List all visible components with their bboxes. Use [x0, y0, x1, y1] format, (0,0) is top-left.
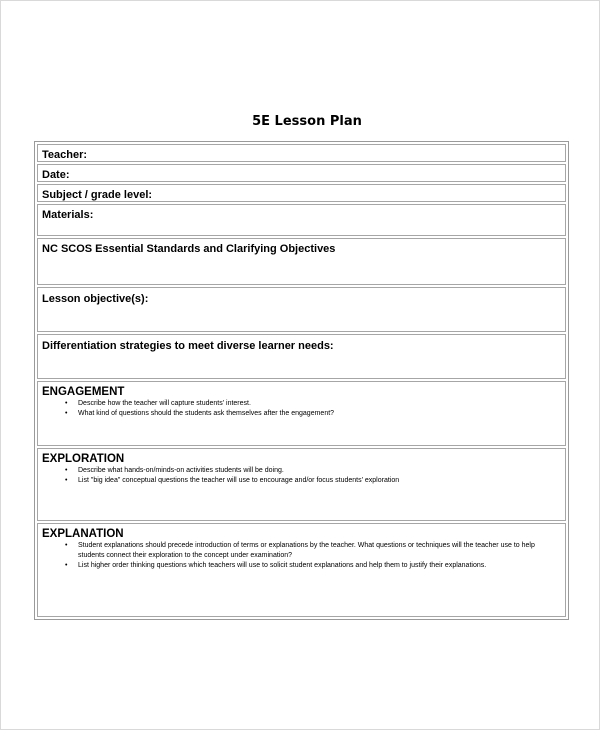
bullet-text: List "big idea" conceptual questions the teacher will use to encourage and/or focus students' exploration: [78, 477, 400, 484]
explanation-section[interactable]: [37, 523, 566, 617]
exploration-bullets: [42, 466, 560, 486]
list-item: [42, 466, 560, 476]
bullet-icon: •: [65, 400, 68, 407]
explanation-title: EXPLANATION: [42, 528, 124, 540]
bullet-text: Student explanations should precede introduction of terms or explanations by the teacher. What questions or techniques will the teacher use to help students connect their exploration to the concept under examination?: [78, 542, 535, 559]
date-field[interactable]: [37, 164, 566, 182]
differentiation-field[interactable]: [37, 334, 566, 379]
bullet-icon: •: [65, 542, 68, 549]
bullet-icon: •: [65, 410, 68, 417]
list-item: [42, 399, 560, 409]
bullet-text: Describe what hands-on/minds-on activities students will be doing.: [78, 467, 284, 474]
bullet-icon: •: [65, 477, 68, 484]
engagement-bullets: [42, 399, 560, 419]
bullet-text: What kind of questions should the students ask themselves after the engagement?: [78, 410, 335, 417]
list-item: [42, 561, 560, 571]
exploration-title: EXPLORATION: [42, 453, 125, 465]
exploration-section[interactable]: [37, 448, 566, 521]
lesson-objective-label: Lesson objective(s):: [42, 293, 149, 305]
engagement-section[interactable]: [37, 381, 566, 446]
bullet-text: Describe how the teacher will capture students' interest.: [78, 400, 251, 407]
bullet-icon: •: [65, 467, 68, 474]
teacher-field[interactable]: [37, 144, 566, 162]
document-title: 5E Lesson Plan: [252, 114, 362, 129]
subject-grade-field[interactable]: [37, 184, 566, 202]
ncscos-field[interactable]: [37, 238, 566, 285]
teacher-label: Teacher:: [42, 149, 88, 161]
ncscos-label: NC SCOS Essential Standards and Clarifying Objectives: [42, 243, 336, 255]
materials-label: Materials:: [42, 209, 94, 221]
differentiation-label: Differentiation strategies to meet diverse learner needs:: [42, 340, 334, 352]
materials-field[interactable]: [37, 204, 566, 236]
bullet-text: List higher order thinking questions which teachers will use to solicit student explanations and help them to justify their explanations.: [78, 562, 487, 569]
list-item: [42, 476, 560, 486]
bullet-icon: •: [65, 562, 68, 569]
list-item: [42, 409, 560, 419]
subject-grade-label: Subject / grade level:: [42, 189, 153, 201]
explanation-bullets: [42, 541, 560, 571]
date-label: Date:: [42, 169, 70, 181]
list-item: [42, 541, 560, 561]
engagement-title: ENGAGEMENT: [42, 386, 125, 398]
lesson-objective-field[interactable]: [37, 287, 566, 332]
lesson-plan-table: [34, 141, 569, 620]
